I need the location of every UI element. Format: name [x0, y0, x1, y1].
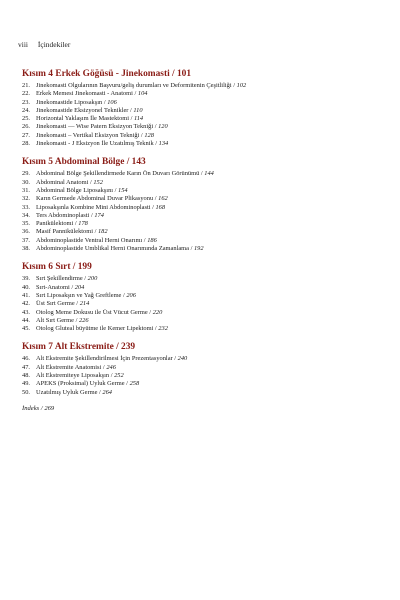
toc-entry	[22, 275, 382, 283]
entry-number: 32.	[22, 195, 30, 203]
entry-title: Horizontal Yaklaşım İle Mastektomi	[36, 115, 130, 123]
entry-list	[22, 355, 382, 396]
entry-page: 178	[78, 220, 88, 228]
entry-separator: /	[153, 140, 159, 148]
entry-separator: /	[139, 131, 145, 139]
toc-entry	[22, 228, 382, 236]
entry-title: Abdominoplastide Umblikal Herni Onarımında Zamanlama	[36, 245, 189, 253]
entry-title: Ters Abdominoplasti	[36, 211, 90, 219]
entry-page: 186	[147, 236, 157, 244]
entry-number: 46.	[22, 355, 30, 363]
toc-entry	[22, 292, 382, 300]
entry-page: 192	[193, 245, 204, 253]
entry-separator: /	[109, 372, 115, 380]
entry-title: Sırt-Anatomi	[36, 283, 70, 291]
entry-page: 162	[158, 195, 168, 203]
entry-separator: /	[89, 211, 95, 219]
entry-number: 43.	[22, 308, 30, 316]
entry-page: 232	[158, 325, 168, 333]
entry-page: 120	[158, 123, 168, 131]
toc-entry	[22, 300, 382, 308]
entry-separator: /	[73, 316, 79, 324]
entry-separator: /	[124, 380, 130, 388]
toc-entry	[22, 179, 382, 187]
section-title: Kısım 5 Abdominal Bölge / 143	[22, 157, 146, 168]
entry-separator: /	[121, 291, 127, 299]
entry-page: 128	[144, 131, 154, 139]
entry-title: Karın Germede Abdominal Duvar Plikasyonu	[36, 195, 154, 203]
entry-page: 154	[118, 186, 128, 194]
entry-title: Uzatılmış Uyluk Germe	[36, 388, 98, 396]
section-title: Kısım 4 Erkek Göğüsü - Jinekomasti / 101	[22, 69, 192, 79]
entry-title: Abdominal Bölge Şekillendirmede Karın Ön Duvarı Görünümü	[36, 170, 200, 178]
entry-separator: /	[199, 170, 205, 178]
entry-number: 24.	[22, 106, 30, 114]
entry-title: Abdominal Bölge Liposakşını	[36, 186, 114, 194]
toc-entry	[22, 372, 382, 380]
toc-entry	[22, 380, 382, 388]
entry-separator: /	[153, 123, 159, 131]
entry-number: 29.	[22, 170, 30, 178]
entry-separator: /	[73, 220, 79, 228]
entry-number: 31.	[22, 186, 30, 194]
entry-list	[22, 170, 382, 253]
running-head	[18, 40, 70, 49]
toc-entry	[22, 220, 382, 228]
entry-separator: /	[97, 388, 103, 396]
toc-entry	[22, 284, 382, 292]
entry-title: Jinekomasti – Vertikal Eksizyon Tekniği	[36, 131, 140, 139]
toc-entry	[22, 123, 382, 131]
entry-page: 102	[236, 82, 247, 89]
toc-entry	[22, 317, 382, 325]
toc-section	[22, 156, 382, 253]
entry-number: 40.	[22, 283, 30, 291]
toc-entry	[22, 99, 382, 107]
page-number: viii	[18, 40, 29, 49]
entry-page: 264	[102, 388, 112, 396]
entry-separator: /	[88, 178, 94, 186]
toc-entry	[22, 82, 382, 90]
running-head-title: İçindekiler	[37, 40, 71, 49]
entry-title: Jinekomasti — Wise Patern Eksizyon Tekniği	[36, 123, 154, 131]
entry-number: 42.	[22, 300, 30, 308]
entry-number: 28.	[22, 140, 30, 148]
entry-title: Liposakşınla Kombine Mini Abdominoplasti	[36, 203, 151, 211]
entry-page: 226	[78, 316, 89, 324]
entry-title: Otolog Gluteal büyütme ile Kemer Lipektomi	[36, 325, 154, 333]
entry-page: 104	[137, 90, 148, 98]
toc-entry	[22, 187, 382, 195]
entry-title: Alt Ekstremiteye Liposakşın	[36, 372, 110, 380]
toc-entry	[22, 237, 382, 245]
entry-number: 44.	[22, 316, 30, 324]
entry-page: 110	[133, 106, 143, 114]
entry-separator: /	[153, 325, 159, 333]
entry-title: Jinekomastide Eksizyonel Teknikler	[36, 106, 129, 114]
entry-title: Alt Ekstremite Anatomisi	[36, 363, 102, 371]
entry-page: 144	[204, 170, 214, 178]
entry-title: Alt Ekstremite Şekillendirilmesi İçin Prezentasyonlar	[36, 355, 173, 363]
toc-entry	[22, 170, 382, 178]
entry-title: Abdominoplastide Ventral Herni Onarımı	[36, 236, 143, 244]
entry-page: 168	[155, 203, 166, 211]
entry-number: 22.	[22, 90, 30, 98]
entry-number: 23.	[22, 98, 30, 106]
entry-number: 50.	[22, 388, 30, 396]
entry-separator: /	[188, 245, 194, 253]
entry-title: Masif Pannikülektomi	[36, 228, 93, 236]
entry-separator: /	[153, 195, 159, 203]
index-entry: İndeks / 269	[22, 404, 55, 412]
toc-entry	[22, 195, 382, 203]
toc-section	[22, 261, 382, 333]
entry-number: 33.	[22, 203, 30, 211]
entry-title: APEKS (Proksimal) Uyluk Germe	[36, 380, 125, 388]
entry-separator: /	[113, 186, 119, 194]
entry-number: 35.	[22, 220, 30, 228]
entry-page: 134	[158, 140, 169, 148]
entry-separator: /	[150, 203, 156, 211]
toc-entry	[22, 364, 382, 372]
toc-entry	[22, 389, 382, 397]
entry-title: Jinekomasti - J Eksizyon İle Uzatılmış Teknik	[36, 140, 154, 148]
entry-separator: /	[102, 98, 108, 106]
entry-page: 220	[152, 308, 163, 316]
toc-entry	[22, 115, 382, 123]
table-of-contents	[22, 68, 382, 412]
entry-page: 246	[106, 363, 116, 371]
entry-title: Erkek Memesi Jinekomasti - Anatomi	[36, 90, 133, 98]
entry-page: 114	[134, 115, 144, 123]
entry-number: 37.	[22, 236, 30, 244]
entry-page: 214	[79, 300, 90, 308]
entry-number: 48.	[22, 372, 30, 380]
toc-entry	[22, 212, 382, 220]
entry-number: 26.	[22, 123, 30, 131]
entry-number: 38.	[22, 245, 30, 253]
entry-number: 36.	[22, 228, 30, 236]
entry-title: Otolog Meme Dokusu ile Üst Vücut Germe	[36, 308, 148, 316]
entry-number: 47.	[22, 363, 30, 371]
entry-separator: /	[92, 228, 98, 236]
entry-list	[22, 82, 382, 148]
entry-separator: /	[231, 82, 237, 89]
entry-page: 174	[94, 211, 104, 219]
entry-separator: /	[101, 363, 107, 371]
entry-list	[22, 275, 382, 333]
entry-separator: /	[129, 115, 134, 123]
toc-entry	[22, 245, 382, 253]
entry-title: Sırt Liposakşın ve Yağ Greftleme	[36, 291, 122, 299]
entry-number: 30.	[22, 178, 30, 186]
entry-page: 252	[114, 372, 124, 380]
entry-number: 21.	[22, 82, 30, 89]
entry-number: 34.	[22, 211, 30, 219]
entry-number: 39.	[22, 275, 30, 283]
entry-number: 41.	[22, 291, 30, 299]
entry-number: 45.	[22, 325, 30, 333]
entry-page: 106	[107, 98, 117, 106]
toc-entry	[22, 325, 382, 333]
entry-page: 152	[93, 178, 103, 186]
toc-entry	[22, 90, 382, 98]
entry-separator: /	[142, 236, 148, 244]
entry-page: 204	[74, 283, 85, 291]
toc-entry	[22, 355, 382, 363]
entry-number: 25.	[22, 115, 30, 123]
section-title: Kısım 7 Alt Ekstremite / 239	[22, 342, 136, 353]
entry-separator: /	[172, 355, 178, 363]
toc-entry	[22, 107, 382, 115]
entry-title: Panikülektomi	[36, 220, 74, 228]
toc-entry	[22, 132, 382, 140]
entry-title: Sırt Şekillendirme	[36, 275, 83, 283]
entry-separator: /	[69, 283, 75, 291]
entry-page: 182	[97, 228, 108, 236]
entry-separator: /	[74, 300, 80, 308]
entry-page: 258	[129, 380, 140, 388]
entry-separator: /	[132, 90, 138, 98]
entry-separator: /	[147, 308, 153, 316]
entry-title: Alt Sırt Germe	[36, 316, 74, 324]
entry-title: Abdominal Anatomi	[36, 178, 89, 186]
toc-entry	[22, 140, 382, 148]
entry-title: Jinekomastide Liposakşın	[36, 98, 103, 106]
toc-entry	[22, 309, 382, 317]
entry-separator: /	[128, 106, 134, 114]
entry-number: 49.	[22, 380, 30, 388]
entry-page: 200	[87, 275, 98, 283]
toc-section	[22, 341, 382, 396]
entry-number: 27.	[22, 131, 30, 139]
entry-page: 240	[177, 355, 188, 363]
toc-section	[22, 68, 382, 148]
section-title: Kısım 6 Sırt / 199	[22, 262, 92, 273]
entry-page: 206	[126, 291, 136, 299]
entry-separator: /	[82, 275, 88, 283]
toc-entry	[22, 204, 382, 212]
entry-title: Jinekomasti Olgularının Başvuru/geliş durumları ve Deformitenin Çeşitliliği	[36, 82, 232, 89]
entry-title: Üst Sırt Germe	[36, 300, 75, 308]
